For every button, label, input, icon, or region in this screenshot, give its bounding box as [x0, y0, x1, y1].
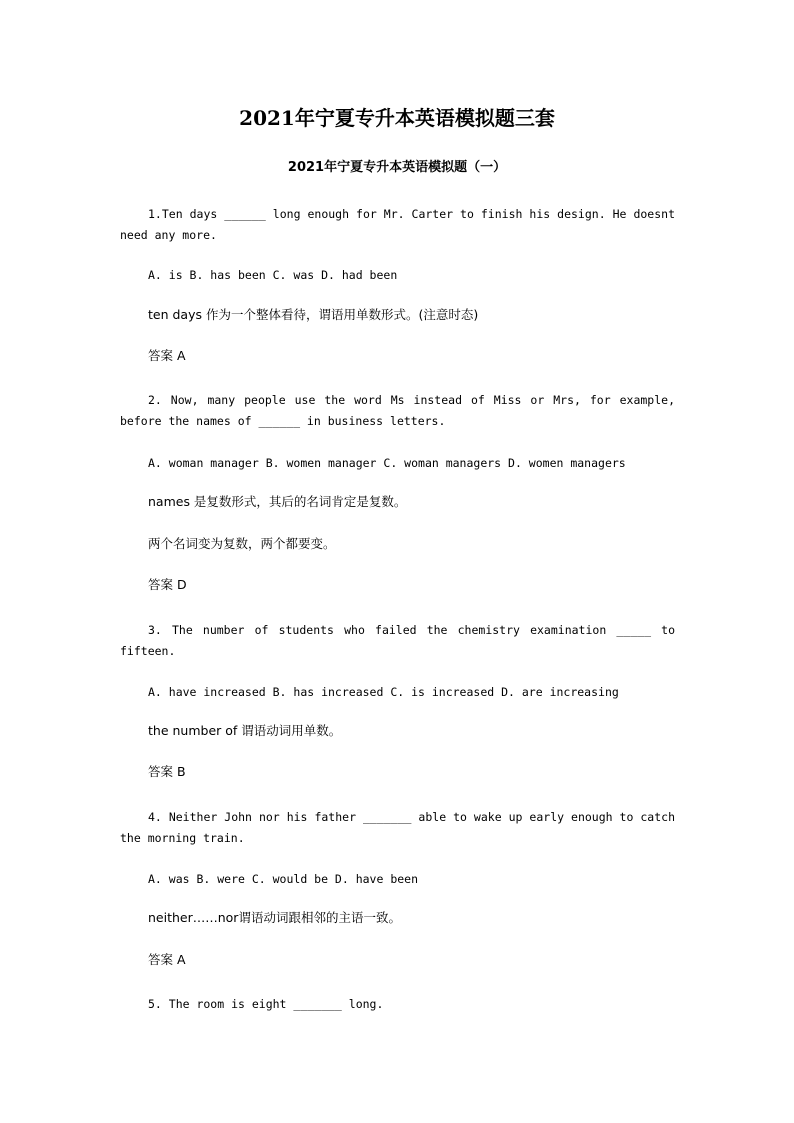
question-2-note-2: 两个名词变为复数，两个都要变。 — [148, 536, 336, 551]
document-title: 2021年宁夏专升本英语模拟题三套 — [239, 106, 555, 130]
question-3-stem: 3. The number of students who failed the chemistry examination _____ to fifteen. — [120, 623, 675, 658]
question-2-stem: 2. Now, many people use the word Ms instead of Miss or Mrs, for example, before the names of ______ in business letters. — [120, 393, 675, 428]
question-4-note: neither……nor谓语动词跟相邻的主语一致。 — [148, 910, 401, 925]
question-3-note: the number of 谓语动词用单数。 — [148, 723, 342, 738]
question-4-options: A. was B. were C. would be D. have been — [148, 872, 419, 886]
question-1-stem: 1.Ten days ______ long enough for Mr. Carter to finish his design. He doesnt need any more. — [120, 207, 675, 242]
document-subtitle: 2021年宁夏专升本英语模拟题（一） — [287, 160, 507, 175]
question-2-note-1: names 是复数形式，其后的名词肯定是复数。 — [148, 494, 407, 509]
question-2-answer: 答案 D — [148, 577, 187, 592]
question-4-stem: 4. Neither John nor his father _______ able to wake up early enough to catch the morning train. — [120, 810, 675, 845]
question-4-answer: 答案 A — [148, 952, 186, 967]
question-3-options: A. have increased B. has increased C. is increased D. are increasing — [148, 685, 619, 699]
question-2-options: A. woman manager B. women manager C. woman managers D. women managers — [148, 456, 626, 470]
question-3-answer: 答案 B — [148, 764, 186, 779]
question-1-answer: 答案 A — [148, 348, 186, 363]
question-1-options: A. is B. has been C. was D. had been — [148, 268, 398, 282]
question-5-stem: 5. The room is eight _______ long. — [148, 997, 384, 1011]
question-1-note: ten days 作为一个整体看待，谓语用单数形式。(注意时态) — [148, 307, 479, 322]
